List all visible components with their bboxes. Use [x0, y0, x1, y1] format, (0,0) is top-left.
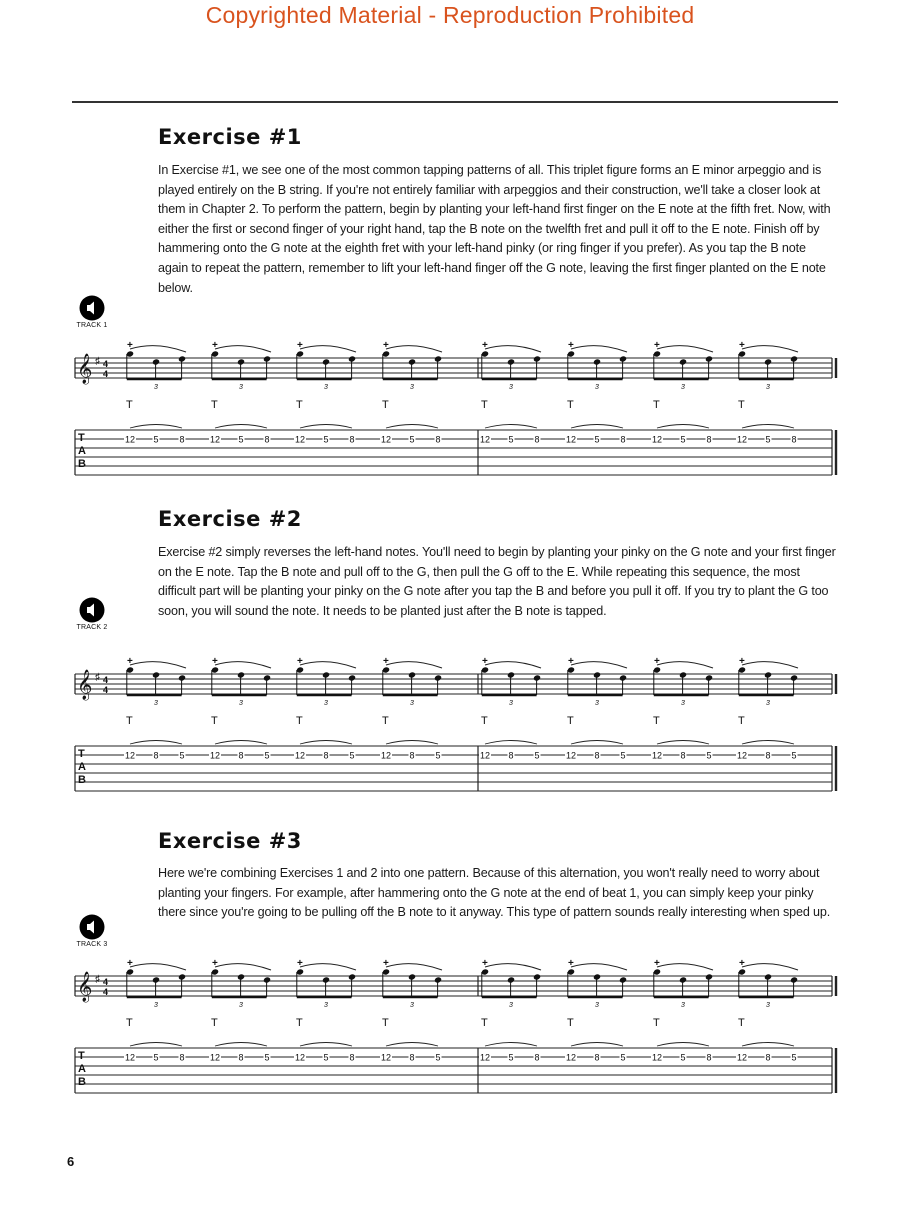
slur — [485, 662, 541, 668]
time-signature-bottom: 4 — [103, 685, 109, 695]
tap-indicator: T — [296, 715, 303, 727]
tap-plus-mark: + — [297, 656, 303, 667]
key-signature-sharp: ♯ — [95, 974, 100, 985]
beat-group — [209, 656, 271, 761]
tap-indicator: T — [567, 1017, 574, 1029]
triplet-mark: 3 — [766, 700, 770, 707]
tab-slur — [657, 741, 709, 745]
slur — [485, 346, 541, 352]
slur — [386, 662, 442, 668]
triplet-mark: 3 — [324, 384, 328, 391]
fret-number: 12 — [124, 434, 136, 445]
fret-number: 5 — [508, 434, 514, 445]
tab-clef-letter: B — [78, 1076, 86, 1088]
tap-indicator: T — [567, 399, 574, 411]
beat-group — [651, 340, 713, 445]
tab-clef-letter: A — [78, 761, 86, 773]
triplet-mark: 3 — [681, 700, 685, 707]
watermark: Copyrighted Material - Reproduction Prohibited — [205, 2, 695, 28]
speaker-icon — [79, 295, 105, 321]
tab-slur — [571, 741, 623, 745]
triplet-mark: 3 — [154, 700, 158, 707]
tap-plus-mark: + — [654, 958, 660, 969]
fret-number: 8 — [349, 434, 355, 445]
triplet-mark: 3 — [239, 700, 243, 707]
fret-number: 8 — [264, 434, 270, 445]
beat-group — [209, 340, 271, 445]
tab-clef-letter: B — [78, 774, 86, 786]
fret-number: 12 — [651, 750, 663, 761]
slur — [130, 662, 186, 668]
fret-number: 12 — [294, 434, 306, 445]
triplet-mark: 3 — [509, 384, 513, 391]
fret-number: 5 — [706, 750, 712, 761]
tap-plus-mark: + — [568, 340, 574, 351]
exercise-title: Exercise #3 — [158, 829, 302, 853]
fret-number: 8 — [508, 750, 514, 761]
tab-clef-letter: T — [78, 1050, 85, 1062]
tab-slur — [300, 425, 352, 429]
tap-indicator: T — [481, 1017, 488, 1029]
tap-indicator: T — [567, 715, 574, 727]
slur — [300, 662, 356, 668]
tab-slur — [742, 741, 794, 745]
fret-number: 8 — [534, 1052, 540, 1063]
fret-number: 8 — [594, 750, 600, 761]
tap-indicator: T — [126, 715, 133, 727]
track-marker[interactable] — [66, 295, 118, 329]
fret-number: 12 — [380, 750, 392, 761]
slur — [657, 662, 713, 668]
tap-indicator: T — [382, 1017, 389, 1029]
tap-indicator: T — [481, 715, 488, 727]
tap-plus-mark: + — [127, 656, 133, 667]
tab-slur — [130, 1043, 182, 1047]
tab-slur — [386, 425, 438, 429]
triplet-mark: 3 — [410, 700, 414, 707]
triplet-mark: 3 — [595, 1002, 599, 1009]
tab-slur — [386, 1043, 438, 1047]
fret-number: 8 — [594, 1052, 600, 1063]
track-marker[interactable] — [66, 914, 118, 948]
triplet-mark: 3 — [595, 700, 599, 707]
fret-number: 12 — [736, 434, 748, 445]
fret-number: 8 — [349, 1052, 355, 1063]
fret-number: 8 — [238, 1052, 244, 1063]
treble-clef: 𝄞 — [77, 669, 93, 699]
triplet-mark: 3 — [595, 384, 599, 391]
tap-indicator: T — [653, 715, 660, 727]
time-signature-top: 4 — [103, 977, 109, 987]
fret-number: 8 — [791, 434, 797, 445]
fret-number: 5 — [179, 750, 185, 761]
slur — [657, 964, 713, 970]
beat-group — [479, 656, 541, 761]
beat-group — [124, 656, 186, 761]
fret-number: 5 — [238, 434, 244, 445]
track-marker[interactable] — [66, 597, 118, 631]
tap-indicator: T — [211, 715, 218, 727]
fret-number: 8 — [534, 434, 540, 445]
tab-clef-letter: A — [78, 445, 86, 457]
tap-plus-mark: + — [383, 656, 389, 667]
tab-slur — [485, 1043, 537, 1047]
fret-number: 5 — [153, 434, 159, 445]
fret-number: 8 — [435, 434, 441, 445]
exercise-body: Here we're combining Exercises 1 and 2 into one pattern. Because of this alternation, you won't really need to worry about planting your fingers. For example, after hammering onto the G note at the end of beat 1, you can simply keep your pinky there since you're going to be pulling off the B note to it anyway. This type of pattern sounds really interesting when sped up. — [158, 866, 831, 920]
tab-slur — [657, 425, 709, 429]
tap-indicator: T — [738, 1017, 745, 1029]
beat-group — [736, 958, 798, 1063]
tap-plus-mark: + — [212, 958, 218, 969]
tap-plus-mark: + — [383, 958, 389, 969]
time-signature-bottom: 4 — [103, 369, 109, 379]
triplet-mark: 3 — [766, 1002, 770, 1009]
tap-indicator: T — [382, 399, 389, 411]
tab-slur — [215, 741, 267, 745]
beat-group — [294, 958, 356, 1063]
fret-number: 12 — [565, 434, 577, 445]
fret-number: 12 — [479, 1052, 491, 1063]
triplet-mark: 3 — [766, 384, 770, 391]
tab-slur — [571, 1043, 623, 1047]
fret-number: 8 — [680, 750, 686, 761]
fret-number: 12 — [651, 434, 663, 445]
treble-clef: 𝄞 — [77, 971, 93, 1001]
beat-group — [565, 340, 627, 445]
tap-plus-mark: + — [127, 340, 133, 351]
tap-plus-mark: + — [297, 340, 303, 351]
slur — [742, 964, 798, 970]
fret-number: 5 — [508, 1052, 514, 1063]
beat-group — [736, 340, 798, 445]
fret-number: 5 — [620, 1052, 626, 1063]
fret-number: 12 — [209, 1052, 221, 1063]
tab-slur — [386, 741, 438, 745]
tap-plus-mark: + — [212, 340, 218, 351]
exercise-title: Exercise #2 — [158, 507, 302, 531]
fret-number: 8 — [765, 1052, 771, 1063]
slur — [215, 662, 271, 668]
tab-slur — [215, 425, 267, 429]
beat-group — [736, 656, 798, 761]
beat-group — [479, 958, 541, 1063]
time-signature-top: 4 — [103, 675, 109, 685]
tap-plus-mark: + — [482, 340, 488, 351]
beat-group — [651, 656, 713, 761]
triplet-mark: 3 — [509, 1002, 513, 1009]
slur — [386, 346, 442, 352]
fret-number: 5 — [323, 1052, 329, 1063]
tap-indicator: T — [296, 1017, 303, 1029]
tap-plus-mark: + — [568, 656, 574, 667]
triplet-mark: 3 — [239, 1002, 243, 1009]
tap-indicator: T — [653, 399, 660, 411]
fret-number: 8 — [153, 750, 159, 761]
fret-number: 12 — [294, 750, 306, 761]
triplet-mark: 3 — [681, 1002, 685, 1009]
fret-number: 5 — [323, 434, 329, 445]
tab-slur — [742, 425, 794, 429]
tap-plus-mark: + — [212, 656, 218, 667]
fret-number: 8 — [706, 434, 712, 445]
fret-number: 12 — [124, 1052, 136, 1063]
track-label: TRACK 3 — [76, 941, 108, 948]
slur — [300, 964, 356, 970]
tab-slur — [300, 1043, 352, 1047]
fret-number: 5 — [264, 1052, 270, 1063]
track-label: TRACK 2 — [76, 624, 108, 631]
tap-plus-mark: + — [127, 958, 133, 969]
fret-number: 8 — [620, 434, 626, 445]
key-signature-sharp: ♯ — [95, 672, 100, 683]
triplet-mark: 3 — [324, 700, 328, 707]
fret-number: 12 — [651, 1052, 663, 1063]
fret-number: 12 — [380, 434, 392, 445]
fret-number: 5 — [791, 750, 797, 761]
beat-group — [294, 340, 356, 445]
fret-number: 8 — [179, 1052, 185, 1063]
slur — [657, 346, 713, 352]
fret-number: 12 — [479, 750, 491, 761]
tab-clef-letter: B — [78, 458, 86, 470]
slur — [215, 964, 271, 970]
slur — [571, 662, 627, 668]
tap-indicator: T — [211, 399, 218, 411]
fret-number: 12 — [736, 1052, 748, 1063]
tap-indicator: T — [126, 399, 133, 411]
tap-indicator: T — [738, 715, 745, 727]
tab-slur — [571, 425, 623, 429]
fret-number: 5 — [435, 750, 441, 761]
beat-group — [565, 958, 627, 1063]
tap-indicator: T — [653, 1017, 660, 1029]
fret-number: 5 — [791, 1052, 797, 1063]
exercise-title: Exercise #1 — [158, 125, 302, 149]
slur — [215, 346, 271, 352]
beat-group — [380, 340, 442, 445]
slur — [485, 964, 541, 970]
beat-group — [380, 958, 442, 1063]
fret-number: 8 — [409, 1052, 415, 1063]
speaker-icon — [79, 597, 105, 623]
triplet-mark: 3 — [410, 384, 414, 391]
beat-group — [380, 656, 442, 761]
triplet-mark: 3 — [324, 1002, 328, 1009]
tap-plus-mark: + — [654, 340, 660, 351]
tap-plus-mark: + — [654, 656, 660, 667]
fret-number: 5 — [435, 1052, 441, 1063]
slur — [742, 346, 798, 352]
triplet-mark: 3 — [681, 384, 685, 391]
tap-plus-mark: + — [297, 958, 303, 969]
tab-slur — [485, 425, 537, 429]
tap-indicator: T — [481, 399, 488, 411]
fret-number: 5 — [594, 434, 600, 445]
triplet-mark: 3 — [509, 700, 513, 707]
fret-number: 12 — [380, 1052, 392, 1063]
slur — [571, 346, 627, 352]
track-label: TRACK 1 — [76, 322, 108, 329]
fret-number: 12 — [124, 750, 136, 761]
tap-plus-mark: + — [739, 656, 745, 667]
tap-plus-mark: + — [568, 958, 574, 969]
tab-slur — [130, 741, 182, 745]
beat-group — [124, 340, 186, 445]
fret-number: 5 — [153, 1052, 159, 1063]
fret-number: 8 — [409, 750, 415, 761]
tab-clef-letter: A — [78, 1063, 86, 1075]
tap-indicator: T — [211, 1017, 218, 1029]
triplet-mark: 3 — [154, 1002, 158, 1009]
tap-plus-mark: + — [482, 656, 488, 667]
exercise-body: Exercise #2 simply reverses the left-hand notes. You'll need to begin by planting your pinky on the G note and your first finger on the E note. Tap the B note and pull off to the G, then pull the G off to the E. While repeating this sequence, the most difficult part will be planting your pinky on the G note after you tap the B and before you pull it off. If you try to plant the G too soon, you will sound the note. It needs to be planted just after the B note is tapped. — [158, 545, 836, 618]
tab-slur — [657, 1043, 709, 1047]
fret-number: 8 — [765, 750, 771, 761]
beat-group — [124, 958, 186, 1063]
fret-number: 12 — [565, 750, 577, 761]
tap-indicator: T — [126, 1017, 133, 1029]
beat-group — [651, 958, 713, 1063]
time-signature-bottom: 4 — [103, 987, 109, 997]
fret-number: 5 — [264, 750, 270, 761]
treble-clef: 𝄞 — [77, 353, 93, 383]
tap-plus-mark: + — [739, 340, 745, 351]
fret-number: 12 — [479, 434, 491, 445]
tab-slur — [742, 1043, 794, 1047]
fret-number: 8 — [179, 434, 185, 445]
fret-number: 5 — [620, 750, 626, 761]
beat-group — [479, 340, 541, 445]
fret-number: 5 — [349, 750, 355, 761]
tap-plus-mark: + — [482, 958, 488, 969]
slur — [386, 964, 442, 970]
fret-number: 12 — [565, 1052, 577, 1063]
fret-number: 12 — [209, 434, 221, 445]
music-system — [70, 958, 840, 1103]
fret-number: 5 — [680, 1052, 686, 1063]
tab-clef-letter: T — [78, 748, 85, 760]
triplet-mark: 3 — [410, 1002, 414, 1009]
tab-clef-letter: T — [78, 432, 85, 444]
fret-number: 12 — [736, 750, 748, 761]
tab-slur — [130, 425, 182, 429]
page-number: 6 — [67, 1154, 75, 1169]
fret-number: 5 — [680, 434, 686, 445]
tab-slur — [300, 741, 352, 745]
slur — [130, 964, 186, 970]
triplet-mark: 3 — [239, 384, 243, 391]
beat-group — [294, 656, 356, 761]
slur — [571, 964, 627, 970]
fret-number: 12 — [294, 1052, 306, 1063]
slur — [742, 662, 798, 668]
slur — [130, 346, 186, 352]
tap-plus-mark: + — [739, 958, 745, 969]
fret-number: 5 — [765, 434, 771, 445]
tab-slur — [485, 741, 537, 745]
beat-group — [209, 958, 271, 1063]
fret-number: 12 — [209, 750, 221, 761]
fret-number: 8 — [238, 750, 244, 761]
exercise-body: In Exercise #1, we see one of the most common tapping patterns of all. This triplet figure forms an E minor arpeggio and is played entirely on the B string. If you're not entirely familiar with arpeggios and their construction, we'll take a closer look at them in Chapter 2. To perform the pattern, begin by planting your left-hand first finger on the E note at the fifth fret. Now, with either the first or second finger of your right hand, tap the B note on the twelfth fret and pull it off to the E note. Finish off by hammering onto the G note at the eighth fret with your left-hand pinky (or ring finger if you prefer). As you tap the B note again to repeat the pattern, remember to lift your left-hand finger off the G note, leaving the first finger planted on the E note below. — [158, 163, 831, 295]
slur — [300, 346, 356, 352]
fret-number: 5 — [409, 434, 415, 445]
time-signature-top: 4 — [103, 359, 109, 369]
fret-number: 8 — [706, 1052, 712, 1063]
tab-slur — [215, 1043, 267, 1047]
tap-indicator: T — [738, 399, 745, 411]
key-signature-sharp: ♯ — [95, 356, 100, 367]
speaker-icon — [79, 914, 105, 940]
header-rule — [72, 101, 838, 103]
fret-number: 5 — [534, 750, 540, 761]
fret-number: 8 — [323, 750, 329, 761]
music-system — [70, 656, 840, 801]
tap-indicator: T — [382, 715, 389, 727]
tap-indicator: T — [296, 399, 303, 411]
beat-group — [565, 656, 627, 761]
triplet-mark: 3 — [154, 384, 158, 391]
tap-plus-mark: + — [383, 340, 389, 351]
music-system — [70, 340, 840, 485]
